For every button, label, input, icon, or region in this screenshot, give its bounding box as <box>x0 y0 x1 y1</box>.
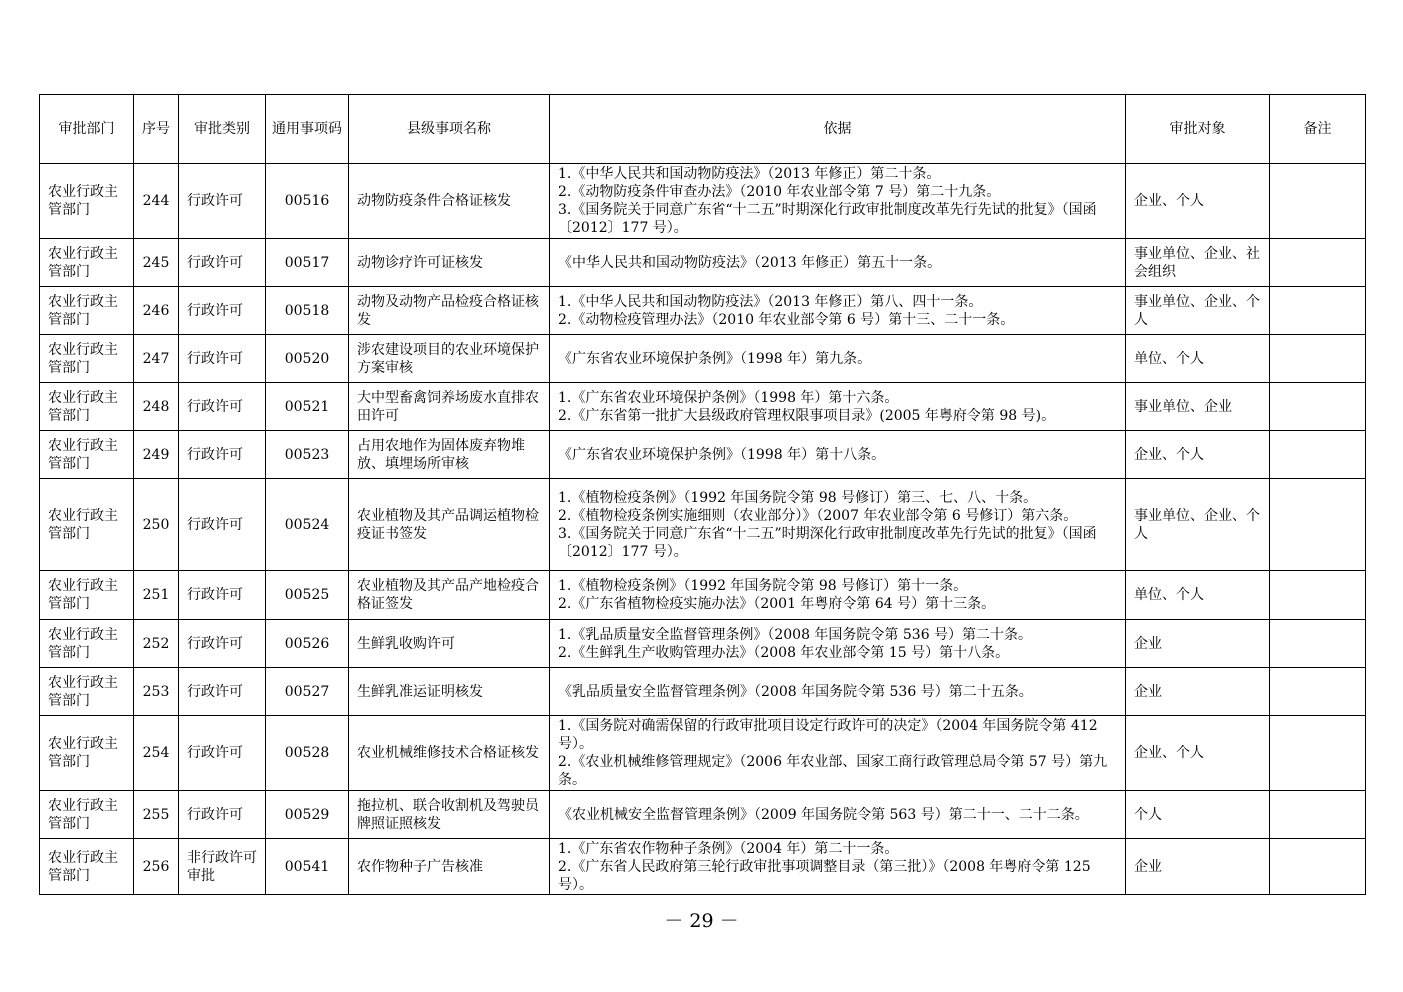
note-cell <box>1270 716 1366 791</box>
table-row <box>40 164 1366 239</box>
category-cell: 行政许可 <box>179 479 266 571</box>
basis-line: 《农业机械安全监督管理条例》（2009 年国务院令第 563 号）第二十一、二十二条。 <box>558 806 1089 823</box>
basis-cell <box>550 287 1126 335</box>
code-cell: 00523 <box>266 431 349 479</box>
note-cell <box>1270 668 1366 716</box>
no-cell: 254 <box>134 716 179 791</box>
note-cell <box>1270 239 1366 287</box>
category-cell: 行政许可 <box>179 431 266 479</box>
note-cell <box>1270 839 1366 895</box>
category-cell: 行政许可 <box>179 335 266 383</box>
code-cell: 00525 <box>266 571 349 620</box>
dept-cell: 农业行政主管部门 <box>40 668 134 716</box>
name-cell: 拖拉机、联合收割机及驾驶员牌照证照核发 <box>349 791 550 839</box>
no-cell: 251 <box>134 571 179 620</box>
basis-line: 1.《广东省农作物种子条例》（2004 年）第二十一条。 <box>558 840 899 857</box>
no-cell: 246 <box>134 287 179 335</box>
no-cell: 247 <box>134 335 179 383</box>
basis-cell <box>550 164 1126 239</box>
page-number: － 29 － <box>664 910 739 932</box>
basis-line: 2.《广东省第一批扩大县级政府管理权限事项目录》(2005 年粤府令第 98 号)。 <box>558 407 1056 424</box>
dept-cell: 农业行政主管部门 <box>40 839 134 895</box>
note-cell <box>1270 479 1366 571</box>
no-cell: 256 <box>134 839 179 895</box>
target-cell: 单位、个人 <box>1126 571 1270 620</box>
category-cell: 行政许可 <box>179 571 266 620</box>
category-cell: 行政许可 <box>179 383 266 431</box>
dept-cell: 农业行政主管部门 <box>40 239 134 287</box>
table-row <box>40 431 1366 479</box>
basis-line: 1.《乳品质量安全监督管理条例》（2008 年国务院令第 536 号）第二十条。 <box>558 626 1033 643</box>
basis-line: 2.《广东省植物检疫实施办法》（2001 年粤府令第 64 号）第十三条。 <box>558 596 996 612</box>
dept-cell: 农业行政主管部门 <box>40 431 134 479</box>
approval-items-table <box>39 94 1366 895</box>
basis-cell <box>550 383 1126 431</box>
name-cell: 动物诊疗许可证核发 <box>349 239 550 287</box>
target-cell: 企业 <box>1126 668 1270 716</box>
basis-cell <box>550 479 1126 571</box>
table-row <box>40 571 1366 620</box>
table-body <box>40 164 1366 895</box>
table-row <box>40 287 1366 335</box>
no-cell: 244 <box>134 164 179 239</box>
basis-cell <box>550 571 1126 620</box>
target-cell: 企业、个人 <box>1126 716 1270 791</box>
basis-line: 3.《国务院关于同意广东省“十二五”时期深化行政审批制度改革先行先试的批复》（国函〔2012〕177 号）。 <box>558 202 1097 236</box>
code-cell: 00528 <box>266 716 349 791</box>
table-row <box>40 335 1366 383</box>
name-cell: 农业植物及其产品调运植物检疫证书签发 <box>349 479 550 571</box>
name-cell: 动物及动物产品检疫合格证核发 <box>349 287 550 335</box>
target-cell: 单位、个人 <box>1126 335 1270 383</box>
dept-cell: 农业行政主管部门 <box>40 716 134 791</box>
code-cell: 00529 <box>266 791 349 839</box>
header-code: 通用事项码 <box>266 95 349 164</box>
header-category: 审批类别 <box>179 95 266 164</box>
name-cell: 动物防疫条件合格证核发 <box>349 164 550 239</box>
header-target: 审批对象 <box>1126 95 1270 164</box>
note-cell <box>1270 620 1366 668</box>
category-cell: 行政许可 <box>179 287 266 335</box>
basis-line: 2.《动物检疫管理办法》（2010 年农业部令第 6 号）第十三、二十一条。 <box>558 311 1015 328</box>
category-cell: 行政许可 <box>179 668 266 716</box>
table-row <box>40 620 1366 668</box>
basis-cell <box>550 239 1126 287</box>
no-cell: 245 <box>134 239 179 287</box>
header-basis: 依据 <box>550 95 1126 164</box>
dept-cell: 农业行政主管部门 <box>40 791 134 839</box>
basis-line: 3.《国务院关于同意广东省“十二五”时期深化行政审批制度改革先行先试的批复》（国函〔2012〕177 号）。 <box>558 525 1097 560</box>
note-cell <box>1270 335 1366 383</box>
name-cell: 占用农地作为固体废弃物堆放、填埋场所审核 <box>349 431 550 479</box>
dept-cell: 农业行政主管部门 <box>40 571 134 620</box>
code-cell: 00527 <box>266 668 349 716</box>
table-row <box>40 479 1366 571</box>
name-cell: 农作物种子广告核准 <box>349 839 550 895</box>
no-cell: 252 <box>134 620 179 668</box>
basis-line: 1.《国务院对确需保留的行政审批项目设定行政许可的决定》（2004 年国务院令第 412 号）。 <box>558 718 1098 752</box>
dept-cell: 农业行政主管部门 <box>40 287 134 335</box>
table-row <box>40 716 1366 791</box>
name-cell: 农业机械维修技术合格证核发 <box>349 716 550 791</box>
code-cell: 00516 <box>266 164 349 239</box>
basis-line: 1.《中华人民共和国动物防疫法》（2013 年修正）第二十条。 <box>558 166 941 182</box>
code-cell: 00541 <box>266 839 349 895</box>
basis-line: 2.《植物检疫条例实施细则（农业部分）》（2007 年农业部令第 6 号修订）第六条。 <box>558 507 1078 524</box>
basis-line: 《广东省农业环境保护条例》（1998 年）第十八条。 <box>558 446 886 463</box>
basis-line: 《乳品质量安全监督管理条例》（2008 年国务院令第 536 号）第二十五条。 <box>558 683 1033 700</box>
basis-line: 《广东省农业环境保护条例》（1998 年）第九条。 <box>558 350 872 367</box>
name-cell: 涉农建设项目的农业环境保护方案审核 <box>349 335 550 383</box>
table-row <box>40 668 1366 716</box>
header-no: 序号 <box>134 95 179 164</box>
target-cell: 事业单位、企业、个人 <box>1126 287 1270 335</box>
name-cell: 生鲜乳收购许可 <box>349 620 550 668</box>
header-name: 县级事项名称 <box>349 95 550 164</box>
dept-cell: 农业行政主管部门 <box>40 164 134 239</box>
no-cell: 253 <box>134 668 179 716</box>
basis-cell <box>550 716 1126 791</box>
category-cell: 行政许可 <box>179 164 266 239</box>
basis-line: 2.《生鲜乳生产收购管理办法》（2008 年农业部令第 15 号）第十八条。 <box>558 644 1010 661</box>
header-dept: 审批部门 <box>40 95 134 164</box>
basis-line: 2.《广东省人民政府第三轮行政审批事项调整目录（第三批）》（2008 年粤府令第 125 号）。 <box>558 858 1091 893</box>
table-row <box>40 839 1366 895</box>
basis-line: 1.《中华人民共和国动物防疫法》（2013 年修正）第八、四十一条。 <box>558 293 983 310</box>
target-cell: 企业、个人 <box>1126 164 1270 239</box>
target-cell: 企业、个人 <box>1126 431 1270 479</box>
basis-line: 2.《动物防疫条件审查办法》（2010 年农业部令第 7 号）第二十九条。 <box>558 184 1001 200</box>
target-cell: 企业 <box>1126 839 1270 895</box>
no-cell: 250 <box>134 479 179 571</box>
table-row <box>40 383 1366 431</box>
no-cell: 249 <box>134 431 179 479</box>
basis-cell <box>550 620 1126 668</box>
target-cell: 企业 <box>1126 620 1270 668</box>
basis-line: 1.《广东省农业环境保护条例》（1998 年）第十六条。 <box>558 389 899 406</box>
code-cell: 00517 <box>266 239 349 287</box>
note-cell <box>1270 287 1366 335</box>
basis-line: 《中华人民共和国动物防疫法》（2013 年修正）第五十一条。 <box>558 254 942 271</box>
basis-cell <box>550 431 1126 479</box>
target-cell: 事业单位、企业、社会组织 <box>1126 239 1270 287</box>
category-cell: 行政许可 <box>179 791 266 839</box>
no-cell: 248 <box>134 383 179 431</box>
category-cell: 非行政许可审批 <box>179 839 266 895</box>
dept-cell: 农业行政主管部门 <box>40 479 134 571</box>
note-cell <box>1270 383 1366 431</box>
code-cell: 00520 <box>266 335 349 383</box>
code-cell: 00526 <box>266 620 349 668</box>
dept-cell: 农业行政主管部门 <box>40 620 134 668</box>
basis-line: 2.《农业机械维修管理规定》（2006 年农业部、国家工商行政管理总局令第 57 号）第九条。 <box>558 754 1108 788</box>
basis-cell <box>550 668 1126 716</box>
name-cell: 农业植物及其产品产地检疫合格证签发 <box>349 571 550 620</box>
basis-cell <box>550 839 1126 895</box>
basis-line: 1.《植物检疫条例》（1992 年国务院令第 98 号修订）第十一条。 <box>558 578 968 594</box>
dept-cell: 农业行政主管部门 <box>40 383 134 431</box>
basis-cell <box>550 335 1126 383</box>
basis-cell <box>550 791 1126 839</box>
table-row <box>40 239 1366 287</box>
target-cell: 个人 <box>1126 791 1270 839</box>
category-cell: 行政许可 <box>179 620 266 668</box>
code-cell: 00518 <box>266 287 349 335</box>
table-row <box>40 791 1366 839</box>
header-note: 备注 <box>1270 95 1366 164</box>
name-cell: 大中型畜禽饲养场废水直排农田许可 <box>349 383 550 431</box>
category-cell: 行政许可 <box>179 239 266 287</box>
target-cell: 事业单位、企业 <box>1126 383 1270 431</box>
no-cell: 255 <box>134 791 179 839</box>
note-cell <box>1270 431 1366 479</box>
basis-line: 1.《植物检疫条例》（1992 年国务院令第 98 号修订）第三、七、八、十条。 <box>558 489 1038 506</box>
note-cell <box>1270 164 1366 239</box>
category-cell: 行政许可 <box>179 716 266 791</box>
target-cell: 事业单位、企业、个人 <box>1126 479 1270 571</box>
code-cell: 00521 <box>266 383 349 431</box>
table-header-row <box>40 95 1366 164</box>
note-cell <box>1270 571 1366 620</box>
note-cell <box>1270 791 1366 839</box>
code-cell: 00524 <box>266 479 349 571</box>
name-cell: 生鲜乳准运证明核发 <box>349 668 550 716</box>
dept-cell: 农业行政主管部门 <box>40 335 134 383</box>
